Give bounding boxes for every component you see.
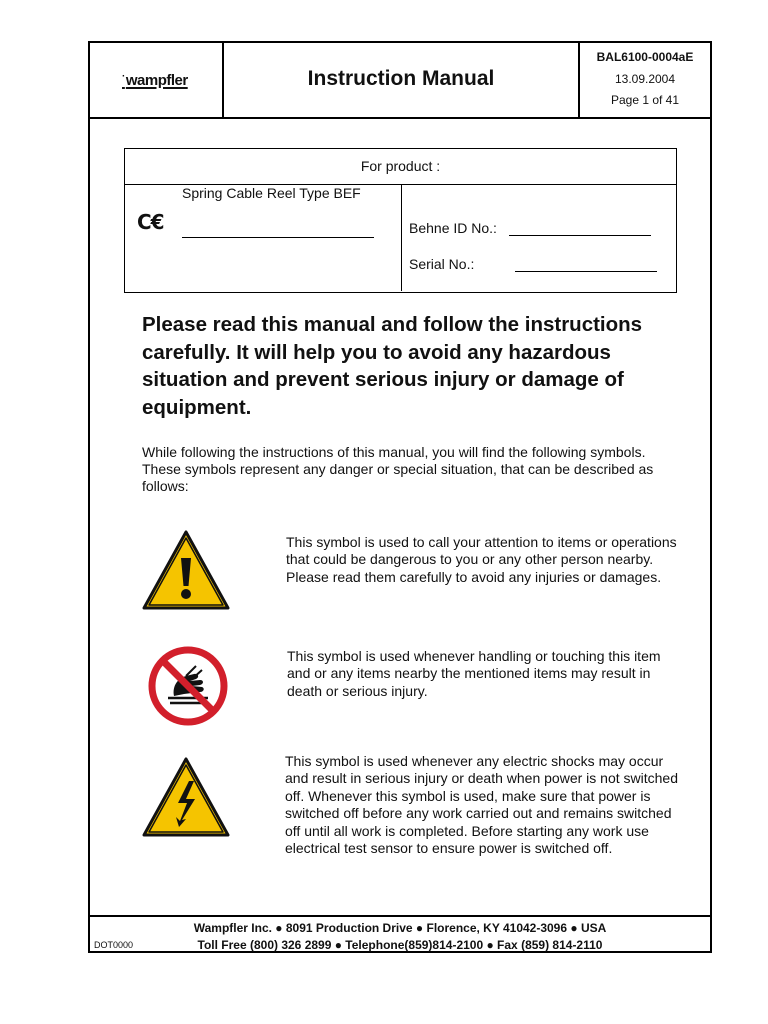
behne-id-blank-line [509, 221, 651, 236]
meta-cell [580, 43, 710, 117]
intro-warning-heading: Please read this manual and follow the instructions carefully. It will help you to avoid any hazardous situation and prevent serious injury or damage of equipment. [142, 313, 643, 419]
serial-number-blank-line [515, 257, 657, 272]
document-title: Instruction Manual [307, 67, 495, 90]
product-type-blank-line [182, 223, 374, 238]
no-touch-symbol-description: This symbol is used whenever handling or touching this item and or any items nearby the mentioned items may result in death or serious injury. [287, 648, 661, 699]
page-number: Page 1 of 41 [610, 93, 680, 107]
document-date: 13.09.2004 [614, 72, 676, 86]
ce-mark-icon: C€ [137, 210, 164, 234]
behne-id-label: Behne ID No.: [409, 220, 497, 236]
electric-shock-symbol-description: This symbol is used whenever any electric shocks may occur and result in serious injury or death when power is not switched off. Whenever this symbol is used, make sure that power is switched off before any work carried out and remains switched off until all work is completed. Before starting any work use electrical test sensor to ensure power is switched off. [285, 753, 678, 857]
symbols-intro-paragraph: While following the instructions of this manual, you will find the following symbols. These symbols represent any danger or special situation, that can be described as follows: [142, 444, 654, 494]
no-touch-icon [148, 646, 228, 726]
warning-symbol-description: This symbol is used to call your attention to items or operations that could be dangerous to you or any other person nearby. Please read them carefully to avoid any injuries or damages. [286, 534, 677, 585]
product-box-heading: For product : [125, 149, 676, 185]
warning-exclamation-icon [140, 528, 232, 612]
wampfler-logo: ·wampfler [122, 71, 188, 89]
product-type: Spring Cable Reel Type BEF [182, 185, 361, 201]
header-table [90, 43, 710, 119]
footer-address: Wampfler Inc. ● 8091 Production Drive ● Florence, KY 41042-3096 ● USA [193, 921, 607, 935]
logo-cell [90, 43, 224, 117]
document-code: DOT0000 [94, 940, 134, 950]
title-cell [224, 43, 580, 117]
product-box [124, 148, 677, 293]
serial-number-label: Serial No.: [409, 256, 475, 272]
footer [90, 915, 710, 953]
electric-shock-warning-icon [140, 755, 232, 839]
document-number: BAL6100-0004aE [596, 50, 694, 64]
footer-phone: Toll Free (800) 326 2899 ● Telephone(859)814-2100 ● Fax (859) 814-2110 [197, 938, 603, 952]
